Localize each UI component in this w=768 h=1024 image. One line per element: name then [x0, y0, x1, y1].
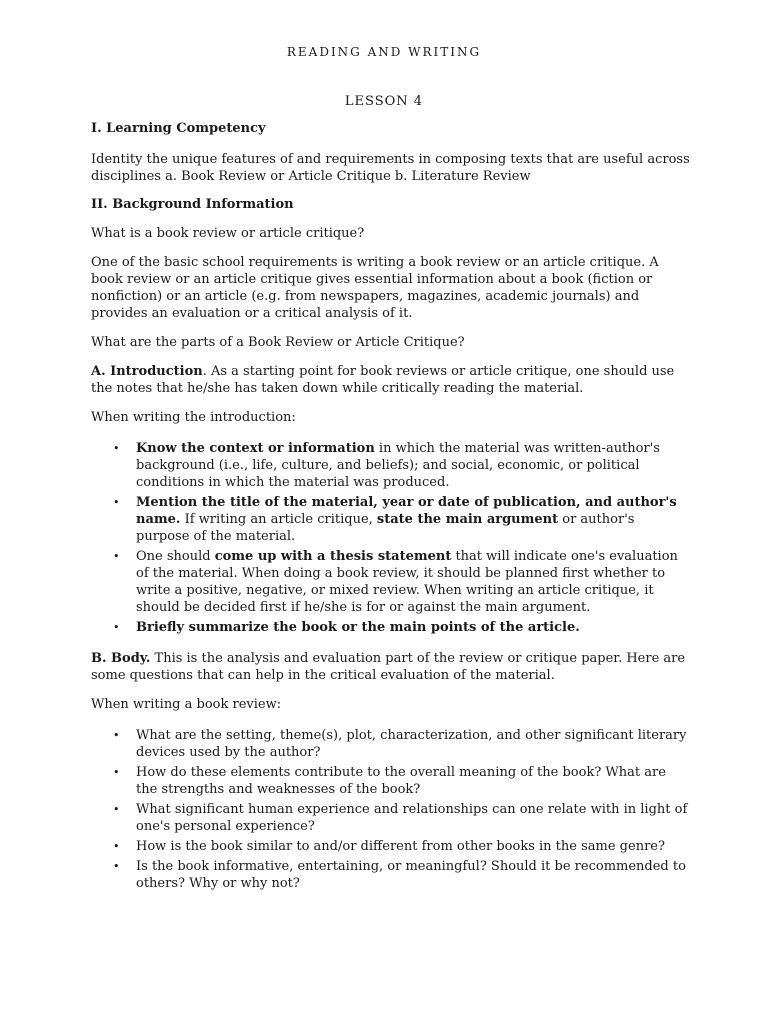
- document-body: [91, 120, 691, 895]
- bullet-text: If writing an article critique,: [180, 512, 377, 527]
- list-item: [91, 440, 691, 491]
- list-item: • Is the book informative, entertaining, or meaningful? Should it be recommended to others? Why or why not?: [91, 858, 691, 892]
- bullet-text: in which the material was written-author's background (i.e., life, culture, and beliefs); and social, economic, or political conditions in which the material was produced.: [136, 441, 660, 490]
- introduction-bullet-list: [91, 440, 691, 636]
- list-item: • How is the book similar to and/or different from other books in the same genre?: [91, 838, 691, 855]
- bullet-bold: Briefly summarize the book or the main points of the article.: [136, 620, 580, 635]
- introduction-paragraph: [91, 363, 691, 397]
- section-heading-learning-competency: I. Learning Competency: [91, 121, 266, 136]
- body-lead: When writing a book review:: [91, 697, 282, 712]
- learning-competency-text: Identity the unique features of and requirements in composing texts that are useful across disciplines a. Book Review or Article Critique b. Literature Review: [91, 152, 690, 184]
- bullet-text: One should: [136, 549, 215, 564]
- bullet-bold: Know the context or information: [136, 441, 375, 456]
- introduction-label: A. Introduction: [91, 364, 203, 379]
- body-paragraph: [91, 650, 691, 684]
- list-item: • What significant human experience and relationships can one relate with in light of one's personal experience?: [91, 801, 691, 835]
- body-label: B. Body.: [91, 651, 151, 666]
- question-what-is-review: What is a book review or article critique?: [91, 226, 365, 241]
- background-paragraph: One of the basic school requirements is writing a book review or an article critique. A book review or an article critique gives essential information about a book (fiction or nonfiction) or an article (e.g. from newspapers, magazines, academic journals) and provides an evaluation or a critical analysis of it.: [91, 255, 659, 321]
- lesson-title: LESSON 4: [344, 94, 424, 109]
- body-text: This is the analysis and evaluation part of the review or critique paper. Here are some questions that can help in the critical evaluation of the material.: [91, 651, 686, 683]
- list-item: • What are the setting, theme(s), plot, characterization, and other significant literary devices used by the author?: [91, 727, 691, 761]
- question-parts: What are the parts of a Book Review or Article Critique?: [91, 335, 465, 350]
- list-item: [91, 494, 691, 545]
- bullet-text: that will indicate one's evaluation of the material. When doing a book review, it should be planned first whether to write a positive, negative, or mixed review. When writing an article critique, it should be decided first if he/she is for or against the main argument.: [136, 549, 678, 615]
- bullet-bold: come up with a thesis statement: [214, 549, 452, 564]
- bullet-bold: Mention the title of the material, year or date of publication, and author's name.: [136, 495, 677, 527]
- list-item: [91, 548, 691, 616]
- introduction-lead: When writing the introduction:: [91, 410, 296, 425]
- book-review-question-list: [91, 727, 691, 892]
- bullet-bold: state the main argument: [376, 512, 559, 527]
- list-item: [91, 619, 691, 636]
- bullet-text: or author's purpose of the material.: [136, 512, 635, 544]
- introduction-text: . As a starting point for book reviews or article critique, one should use the notes that he/she has taken down while critically reading the material.: [91, 364, 675, 396]
- document-header: READING AND WRITING: [286, 45, 482, 59]
- list-item: • How do these elements contribute to the overall meaning of the book? What are the strengths and weaknesses of the book?: [91, 764, 691, 798]
- section-heading-background: II. Background Information: [91, 197, 294, 212]
